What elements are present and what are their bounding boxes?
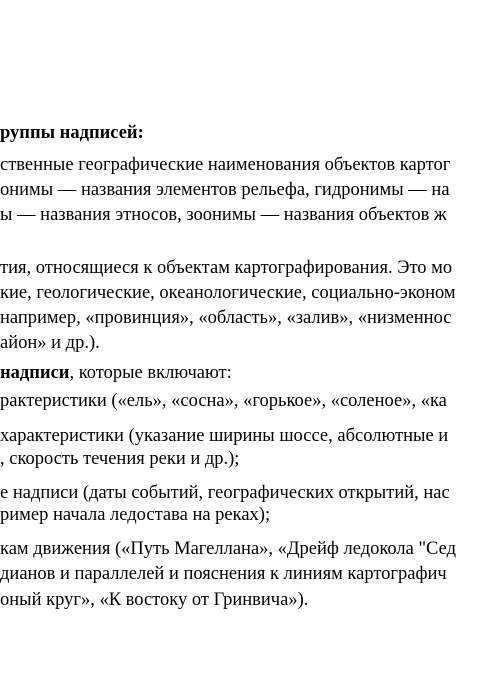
text-line: , скорость течения реки и др.); <box>0 449 240 469</box>
text-line: дианов и параллелей и пояснения к линиям картографич <box>0 564 447 584</box>
list-item-line: е надписи (даты событий, географических открытий, нас <box>0 483 450 503</box>
text-fragment: , которые включают: <box>69 363 232 383</box>
text-line: ример начала ледостава на реках); <box>0 505 271 525</box>
list-item-line: рактеристики («ель», «сосна», «горькое», «соленое», «ка <box>0 391 447 411</box>
text-line: тия, относящиеся к объектам картографирования. Это мо <box>0 258 453 278</box>
text-line: кие, геологические, океанологические, социально-эконом <box>0 283 456 303</box>
text-line-mixed <box>0 362 232 384</box>
list-item-line: кам движения («Путь Магеллана», «Дрейф ледокола "Сед <box>0 539 456 559</box>
bold-term: надписи <box>0 363 70 383</box>
text-line: например, «провинция», «область», «залив», «низменнос <box>0 308 452 328</box>
text-line: айон» и др.). <box>0 333 100 353</box>
text-line: ы — названия этносов, зоонимы — названия объектов ж <box>0 205 447 225</box>
section-heading: руппы надписей: <box>0 123 144 143</box>
list-item-line: характеристики (указание ширины шоссе, абсолютные и <box>0 426 449 446</box>
text-line: ственные географические наименования объектов картог <box>0 155 451 175</box>
text-line: оный круг», «К востоку от Гринвича»). <box>0 590 309 610</box>
text-line: онимы — названия элементов рельефа, гидронимы — на <box>0 180 450 200</box>
